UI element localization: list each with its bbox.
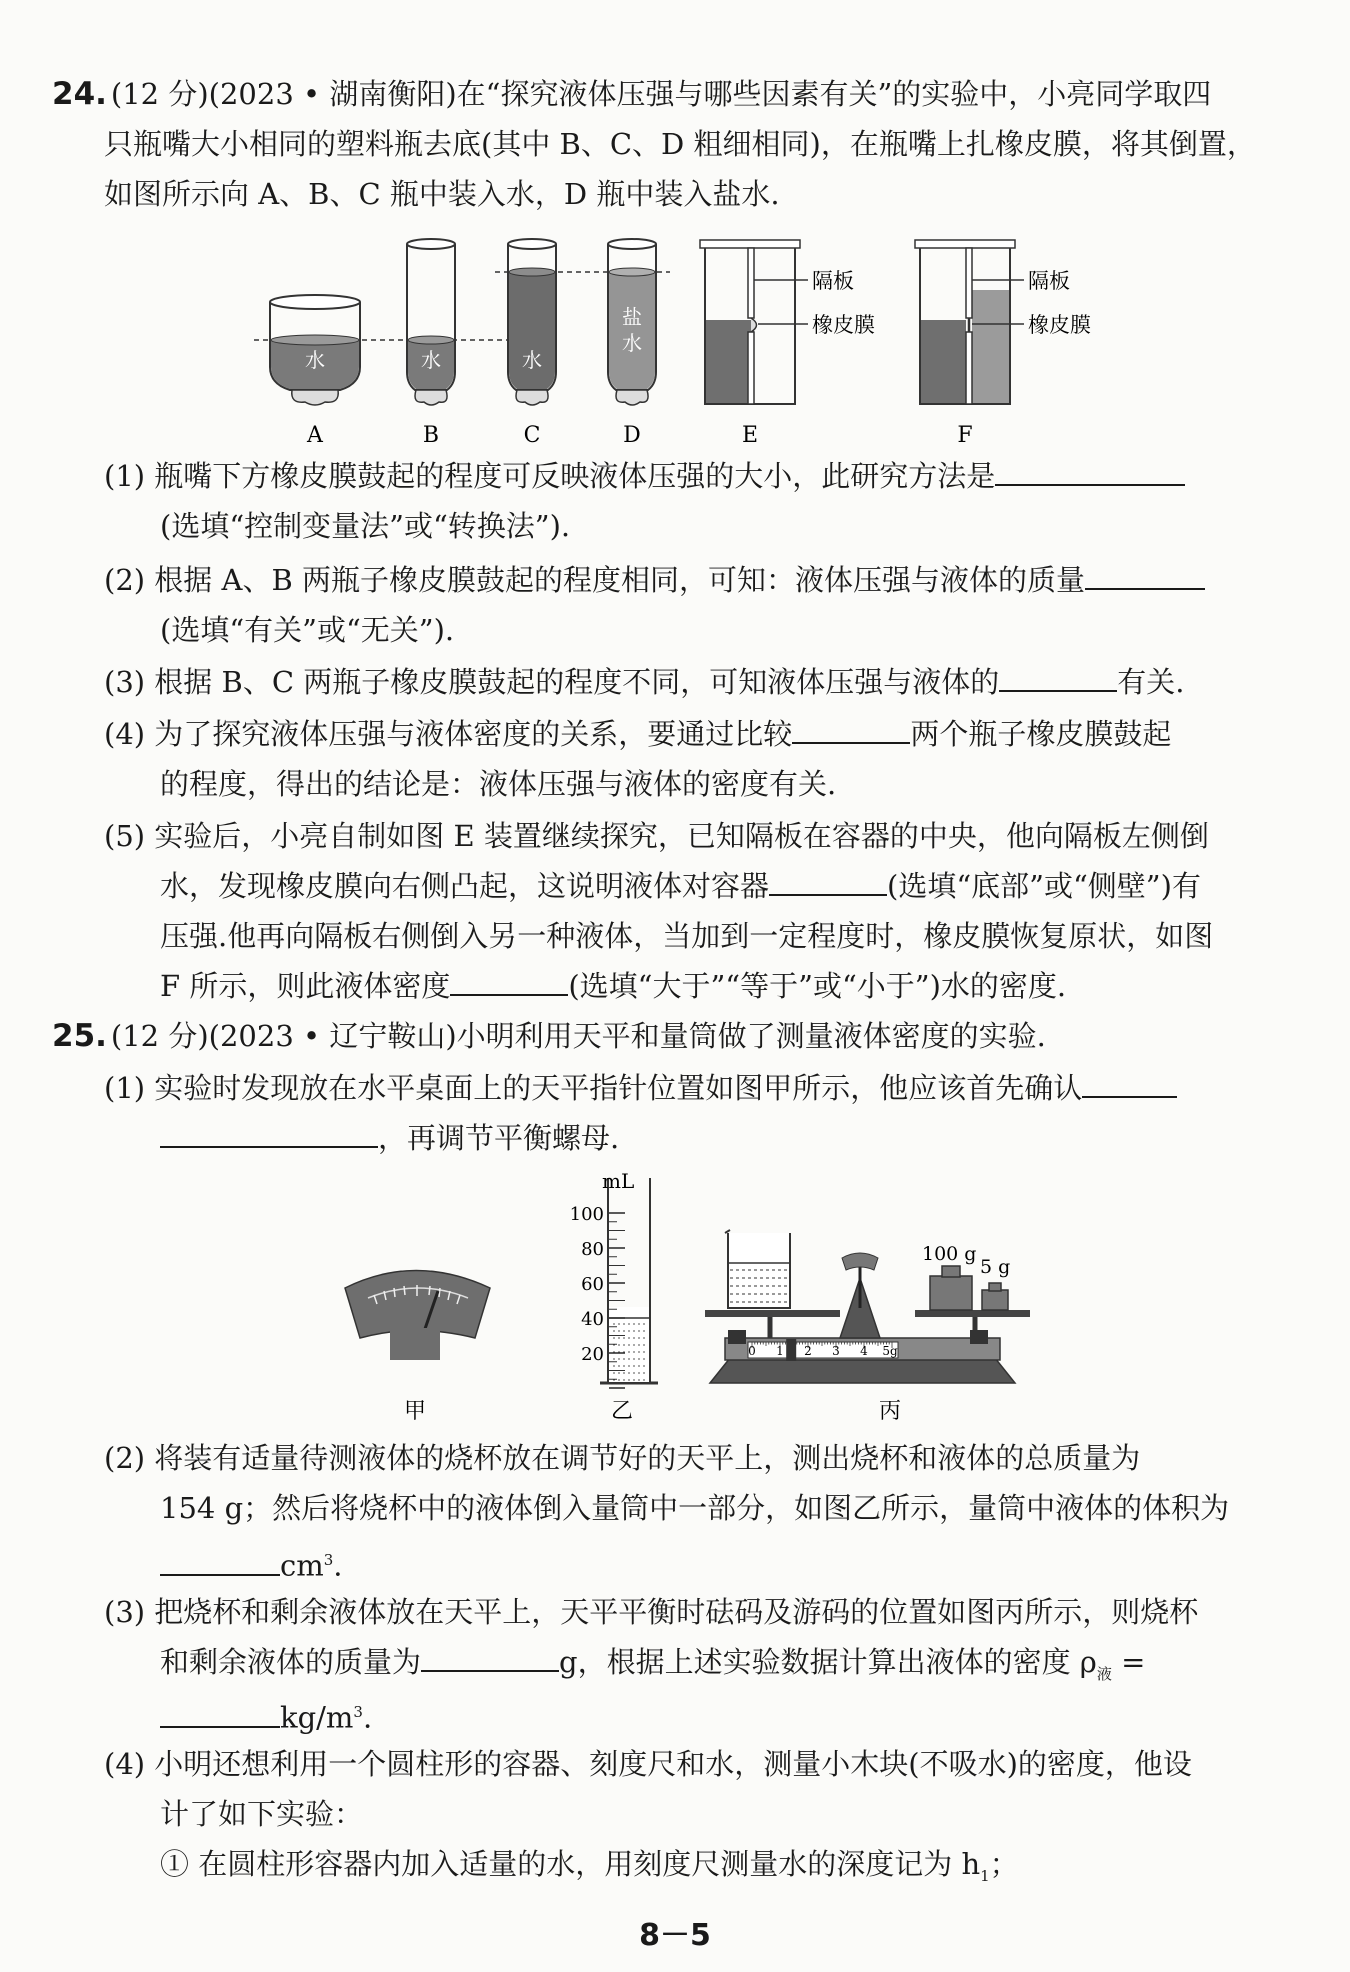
balance-bing [705, 1230, 1030, 1383]
q24-p3-line: (3) 根据 B、C 两瓶子橡皮膜鼓起的程度不同，可知液体压强与液体的 有关. [104, 658, 1184, 706]
q24-p5-line2: 水，发现橡皮膜向右侧凸起，这说明液体对容器 (选填“底部”或“侧壁”)有 [160, 862, 1201, 910]
cylinder-tick-80: 80 [581, 1239, 604, 1260]
q24-number: 24. [52, 76, 107, 112]
q24-p4-line1: (4) 为了探究液体压强与液体密度的关系，要通过比较 两个瓶子橡皮膜鼓起 [104, 710, 1171, 758]
q24-intro-line1 [52, 70, 1292, 118]
label-jia: 甲 [403, 1399, 427, 1424]
bottle-b [407, 239, 455, 405]
q24-p1-line1: (1) 瓶嘴下方橡皮膜鼓起的程度可反映液体压强的大小，此研究方法是 [104, 452, 1185, 500]
q25-p3-line1: (3) 把烧杯和剩余液体放在天平上，天平平衡时砝码及游码的位置如图丙所示，则烧杯 [104, 1595, 1199, 1629]
rider-weight [786, 1339, 796, 1361]
q24-p2-line1: (2) 根据 A、B 两瓶子橡皮膜鼓起的程度相同，可知：液体压强与液体的质量 [104, 556, 1205, 604]
bottle-d [608, 239, 656, 405]
e-partition-label: 隔板 [812, 269, 854, 293]
q24-p2-blank[interactable] [1085, 556, 1205, 590]
q25-p1-line2: ，再调节平衡螺母. [160, 1114, 619, 1162]
rider-label-0: 0 [748, 1344, 756, 1358]
container-e [700, 240, 808, 404]
rider-label-2: 2 [804, 1344, 812, 1358]
q24-p1-line2: (选填“控制变量法”或“转换法”). [160, 509, 571, 543]
q25-p4-line1: (4) 小明还想利用一个圆柱形的容器、刻度尺和水，测量小木块(不吸水)的密度，他设 [104, 1747, 1192, 1781]
bottle-c [508, 239, 556, 405]
label-a: A [307, 423, 323, 448]
q24-p4-line2: 的程度，得出的结论是：液体压强与液体的密度有关. [160, 767, 837, 801]
q25-p2-line2: 154 g；然后将烧杯中的液体倒入量筒中一部分，如图乙所示，量筒中液体的体积为 [160, 1491, 1230, 1525]
q25-p1-blank-b[interactable] [160, 1114, 378, 1148]
q25-p2-blank[interactable] [160, 1542, 280, 1576]
cylinder-unit: mL [602, 1169, 635, 1193]
dial-jia [345, 1271, 490, 1361]
bottle-d-salt-label-1: 盐 [622, 305, 642, 329]
rider-label-1: 1 [776, 1344, 784, 1358]
q25-p1-line1: (1) 实验时发现放在水平桌面上的天平指针位置如图甲所示，他应该首先确认 [104, 1064, 1177, 1112]
q25-p2-line1: (2) 将装有适量待测液体的烧杯放在调节好的天平上，测出烧杯和液体的总质量为 [104, 1441, 1141, 1475]
q24-intro-text: (12 分)(2023 • 湖南衡阳)在“探究液体压强与哪些因素有关”的实验中，小亮同学取四 [110, 77, 1212, 111]
cylinder-tick-20: 20 [581, 1344, 604, 1365]
e-membrane-label: 橡皮膜 [812, 313, 875, 337]
q25-intro: 25. (12 分)(2023 • 辽宁鞍山)小明利用天平和量筒做了测量液体密度的实验. [52, 1018, 1046, 1054]
label-bing: 丙 [878, 1399, 902, 1424]
rider-label-5: 5g [882, 1344, 898, 1358]
q24-p3-blank[interactable] [999, 658, 1117, 692]
q25-p3-blank1[interactable] [421, 1638, 559, 1672]
label-d: D [623, 423, 641, 448]
rider-label-4: 4 [860, 1344, 868, 1358]
label-b: B [422, 423, 440, 448]
q24-p4-blank[interactable] [792, 710, 910, 744]
bottle-d-salt-label-2: 水 [622, 331, 642, 355]
bottle-a [270, 295, 360, 405]
q24-p5-line4: F 所示，则此液体密度 (选填“大于”“等于”或“小于”)水的密度. [160, 962, 1066, 1010]
label-e: E [741, 423, 759, 448]
q24-intro-line3: 如图所示向 A、B、C 瓶中装入水，D 瓶中装入盐水. [104, 177, 780, 211]
q25-p3-line3: $kg/m^3$. [160, 1688, 372, 1742]
weight-100g-label: 100 g [922, 1243, 977, 1265]
bottle-a-water-label: 水 [305, 348, 325, 372]
q24-p2-line2: (选填“有关”或“无关”). [160, 613, 455, 647]
q24-intro-line2: 只瓶嘴大小相同的塑料瓶去底(其中 B、C、D 粗细相同)，在瓶嘴上扎橡皮膜，将其倒置， [104, 127, 1256, 161]
bottle-b-water-label: 水 [421, 348, 441, 372]
cylinder-yi [570, 1169, 658, 1388]
q24-p1-blank[interactable] [995, 452, 1185, 486]
label-f: F [957, 423, 973, 448]
q25-p3-blank2[interactable] [160, 1694, 280, 1728]
weight-5g-label: 5 g [980, 1256, 1011, 1278]
label-c: C [523, 423, 541, 448]
label-yi: 乙 [610, 1399, 634, 1424]
q25-p3-line2: 和剩余液体的质量为 g，根据上述实验数据计算出液体的密度 $\rho_液$ = [160, 1638, 1145, 1698]
q25-p4-step1: ① 在圆柱形容器内加入适量的水，用刻度尺测量水的深度记为 $h_1$； [160, 1847, 1019, 1885]
bottle-c-water-label: 水 [522, 348, 542, 372]
q24-p5-line1: (5) 实验后，小亮自制如图 E 装置继续探究，已知隔板在容器的中央，他向隔板左侧倒 [104, 819, 1209, 853]
cylinder-tick-60: 60 [581, 1274, 604, 1295]
q24-figure [250, 232, 1130, 452]
q25-p1-blank-a[interactable] [1082, 1064, 1177, 1098]
cylinder-tick-100: 100 [569, 1204, 604, 1225]
f-membrane-label: 橡皮膜 [1028, 313, 1091, 337]
rider-label-3: 3 [832, 1344, 840, 1358]
q25-figure [330, 1158, 1030, 1428]
q25-number: 25. [52, 1018, 107, 1054]
cylinder-tick-40: 40 [581, 1309, 604, 1330]
container-f [915, 240, 1024, 404]
q24-p5-line3: 压强.他再向隔板右侧倒入另一种液体，当加到一定程度时，橡皮膜恢复原状，如图 [160, 919, 1214, 953]
q25-p4-line2: 计了如下实验： [160, 1797, 364, 1831]
q24-p5-blank2[interactable] [450, 962, 568, 996]
f-partition-label: 隔板 [1028, 269, 1070, 293]
q24-p5-blank1[interactable] [769, 862, 887, 896]
page-number: 8－5 [639, 1918, 711, 1953]
q25-p2-line3: $cm^3$. [160, 1536, 343, 1590]
